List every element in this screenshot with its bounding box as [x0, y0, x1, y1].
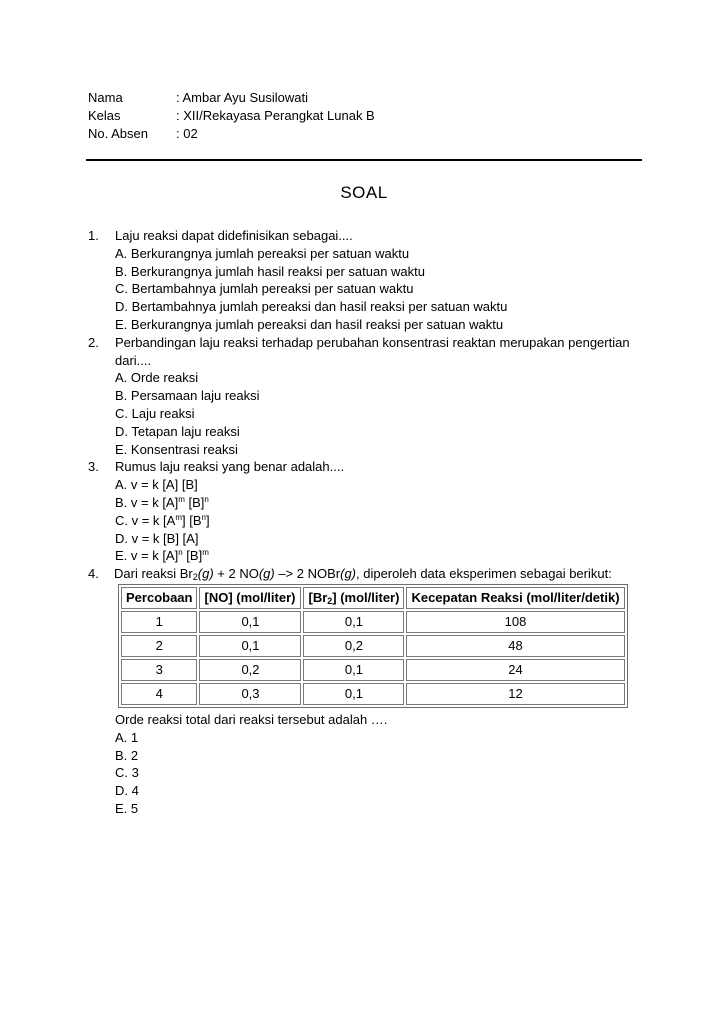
- exponent-n: n: [178, 548, 183, 558]
- question-number: 1.: [88, 228, 99, 243]
- option-c: C. Laju reaksi: [115, 405, 195, 421]
- option-e: E. 5: [115, 800, 139, 816]
- absen-value: : 02: [176, 126, 198, 141]
- class-label: Kelas: [88, 108, 121, 123]
- table-header-row: [121, 587, 625, 609]
- question-1: [88, 227, 648, 334]
- stem-text-3: –> 2 NOBr: [274, 566, 341, 582]
- option-b: B. 2: [115, 747, 139, 763]
- stem-text-2: + 2 NO: [213, 566, 259, 582]
- option-e-text: E. v = k [A]: [115, 548, 179, 564]
- subscript-2: 2: [192, 572, 198, 583]
- student-info: [88, 89, 375, 143]
- option-e: E. Konsentrasi reaksi: [115, 441, 238, 457]
- table-row: [121, 635, 625, 657]
- table-row: [121, 659, 625, 681]
- name-label: Nama: [88, 90, 123, 105]
- option-d: D. v = k [B] [A]: [115, 530, 199, 546]
- option-a: A. 1: [115, 729, 139, 745]
- exponent-m: m: [178, 494, 185, 504]
- table-row: [121, 683, 625, 705]
- exponent-m: m: [175, 512, 182, 522]
- question-stem: [114, 565, 648, 583]
- option-c-text-2: ] [B: [182, 512, 202, 528]
- subscript-2: 2: [327, 596, 333, 607]
- question-stem: Rumus laju reaksi yang benar adalah....: [115, 459, 345, 475]
- option-d: D. Bertambahnya jumlah pereaksi dan hasil reaksi per satuan waktu: [115, 299, 508, 315]
- name-row: [88, 89, 375, 107]
- option-e-text-2: [B]: [182, 548, 203, 564]
- table-cell: 0,1: [303, 683, 404, 705]
- absen-label: No. Absen: [88, 126, 148, 141]
- table-cell: 0,1: [199, 611, 301, 633]
- table-cell: 0,2: [199, 659, 301, 681]
- option-c: C. 3: [115, 765, 139, 781]
- question-3: [88, 458, 648, 565]
- option-b: B. Persamaan laju reaksi: [115, 388, 260, 404]
- option-a: A. v = k [A] [B]: [115, 477, 198, 493]
- option-e: E. Berkurangnya jumlah pereaksi dan hasil reaksi per satuan waktu: [115, 316, 504, 332]
- question-4: [88, 565, 648, 818]
- experiment-table: [118, 584, 628, 708]
- header-text: [Br: [308, 590, 328, 606]
- table-cell: 24: [406, 659, 624, 681]
- option-c-text-3: ]: [205, 512, 210, 528]
- table-cell: 12: [406, 683, 624, 705]
- column-header-kecepatan: Kecepatan Reaksi (mol/liter/detik): [406, 587, 624, 609]
- question-stem: Laju reaksi dapat didefinisikan sebagai....: [115, 228, 353, 243]
- table-cell: 0,1: [303, 659, 404, 681]
- phase-gas: (g): [258, 566, 275, 582]
- exponent-m: m: [202, 548, 209, 558]
- table-cell: 0,1: [199, 635, 301, 657]
- option-b-text-2: [B]: [184, 494, 205, 510]
- option-c: C. Bertambahnya jumlah pereaksi per satuan waktu: [115, 281, 414, 297]
- option-b: [115, 494, 648, 512]
- question-number: 3.: [88, 459, 99, 475]
- option-b: B. Berkurangnya jumlah hasil reaksi per satuan waktu: [115, 263, 425, 279]
- option-c-text: C. v = k [A: [115, 512, 176, 528]
- stem-text: Dari reaksi Br: [114, 566, 193, 582]
- option-d: D. Tetapan laju reaksi: [115, 423, 240, 439]
- question-2: [88, 334, 648, 459]
- absen-row: [88, 125, 375, 143]
- column-header-br2: [303, 587, 404, 609]
- table-cell: 48: [406, 635, 624, 657]
- question-number: 2.: [88, 334, 99, 350]
- question-stem: Perbandingan laju reaksi terhadap perubahan konsentrasi reaktan merupakan pengertian dari....: [115, 334, 630, 368]
- table-cell: 1: [121, 611, 197, 633]
- column-header-percobaan: Percobaan: [121, 587, 197, 609]
- exponent-n: n: [201, 512, 206, 522]
- table-cell: 0,1: [303, 611, 404, 633]
- table-cell: 4: [121, 683, 197, 705]
- phase-gas: (g): [197, 566, 214, 582]
- question-number: 4.: [88, 566, 99, 582]
- option-a: A. Orde reaksi: [115, 370, 199, 386]
- header-text-2: ] (mol/liter): [332, 590, 400, 606]
- option-e: [115, 547, 648, 565]
- page-title: SOAL: [340, 183, 388, 202]
- class-value: : XII/Rekayasa Perangkat Lunak B: [176, 108, 375, 123]
- table-cell: 3: [121, 659, 197, 681]
- table-cell: 0,3: [199, 683, 301, 705]
- table-cell: 2: [121, 635, 197, 657]
- table-cell: 108: [406, 611, 624, 633]
- option-d: D. 4: [115, 783, 139, 799]
- stem-text-4: , diperoleh data eksperimen sebagai berikut:: [356, 566, 612, 582]
- header-divider: [86, 159, 642, 161]
- option-c: [115, 512, 648, 530]
- question-list: [88, 227, 648, 818]
- question-prompt: Orde reaksi total dari reaksi tersebut adalah ….: [115, 711, 388, 727]
- phase-gas: (g): [340, 566, 356, 582]
- name-value: : Ambar Ayu Susilowati: [176, 90, 308, 105]
- column-header-no: [NO] (mol/liter): [199, 587, 301, 609]
- option-a: A. Berkurangnya jumlah pereaksi per satuan waktu: [115, 245, 410, 261]
- class-row: [88, 107, 375, 125]
- exponent-n: n: [204, 494, 209, 504]
- table-cell: 0,2: [303, 635, 404, 657]
- table-row: [121, 611, 625, 633]
- option-b-text: B. v = k [A]: [115, 494, 179, 510]
